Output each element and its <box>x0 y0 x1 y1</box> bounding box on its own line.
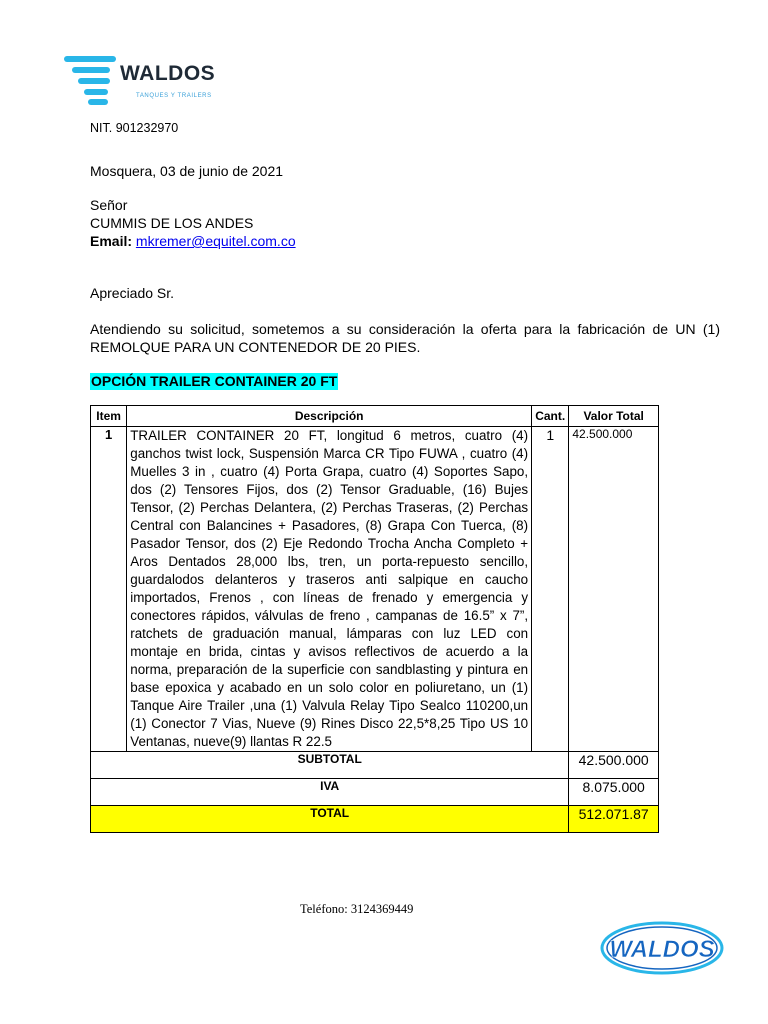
recipient-salutation: Señor <box>90 197 128 213</box>
badge-wordmark: WALDOS <box>609 936 715 963</box>
date-line: Mosquera, 03 de junio de 2021 <box>90 163 284 179</box>
subtotal-value: 42.500.000 <box>569 752 659 779</box>
iva-label: IVA <box>91 779 569 806</box>
logo-tagline: TANQUES Y TRAILERS <box>136 93 212 99</box>
row-qty: 1 <box>532 427 569 752</box>
recipient-block <box>90 196 296 250</box>
table-header-row <box>91 406 659 427</box>
table-row <box>91 427 659 752</box>
row-description: TRAILER CONTAINER 20 FT, longitud 6 metros, cuatro (4) ganchos twist lock, Suspensión Marca CR Tipo FUWA , cuatro (4) Muelles 3 in , cuatro (4) Porta Grapa, cuatro (4) Soportes Sapo, dos (2) Tensores Fijos, dos (2) Tensor Graduable, (16) Bujes Tensor, (2) Perchas Delantera, (2) Perchas Traseras, (2) Perchas Central con Balancines + Pasadores, (8) Grapa Con Tuerca, (8) Pasador Tensor, dos (2) Eje Redondo Trocha Ancha Completo + Aros Dentados 28,000 lbs, tren, un porta-repuesto sencillo, guardalodos delanteros y traseros anti salpique en caucho importados, Frenos , con líneas de frenado y emergencia y conectores rápidos, válvulas de freno , campanas de 16.5” x 7”, ratchets de graduación manual, lámparas con luz LED con montaje en brida, cintas y avisos reflectivos de acuerdo a la norma, preparación de la superficie con sandblasting y pintura en base epoxica y acabado en un solo color en poliuretano, un (1) Tanque Aire Trailer ,una (1) Valvula Relay Tipo Sealco 110200,un (1) Conector 7 Vias, Nueve (9) Rines Disco 22,5*8,25 Tipo US 10 Ventanas, nueve(9) llantas R 22.5 <box>127 427 532 752</box>
waldos-badge-logo <box>600 920 725 976</box>
iva-value: 8.075.000 <box>569 779 659 806</box>
recipient-email-line <box>90 232 296 250</box>
row-item: 1 <box>91 427 127 752</box>
subtotal-row <box>91 752 659 779</box>
row-total: 42.500.000 <box>569 427 659 752</box>
greeting: Apreciado Sr. <box>90 285 175 301</box>
waldos-logo-bars-icon <box>64 56 116 106</box>
phone-line: Teléfono: 3124369449 <box>300 902 414 916</box>
intro-paragraph: Atendiendo su solicitud, sometemos a su consideración la oferta para la fabricación de UN (1) REMOLQUE PARA UN CONTENEDOR DE 20 PIES. <box>90 321 720 355</box>
total-value: 512.071.87 <box>569 806 659 833</box>
header-total: Valor Total <box>569 406 659 427</box>
option-title: OPCIÓN TRAILER CONTAINER 20 FT <box>91 373 338 389</box>
logo-wordmark: WALDOS <box>120 62 216 85</box>
quote-table <box>90 405 659 833</box>
header-description: Descripción <box>127 406 532 427</box>
recipient-company: CUMMIS DE LOS ANDES <box>90 215 254 231</box>
header-item: Item <box>91 406 127 427</box>
total-label: TOTAL <box>91 806 569 833</box>
email-label: Email: <box>90 233 133 249</box>
subtotal-label: SUBTOTAL <box>91 752 569 779</box>
total-row <box>91 806 659 833</box>
nit-number: NIT. 901232970 <box>90 121 179 135</box>
iva-row <box>91 779 659 806</box>
email-link[interactable]: mkremer@equitel.com.co <box>135 233 296 249</box>
header-qty: Cant. <box>532 406 569 427</box>
